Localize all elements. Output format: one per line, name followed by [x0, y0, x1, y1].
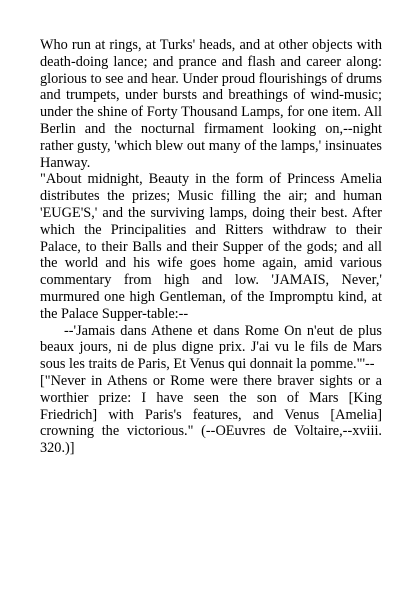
paragraph-tournament: Who run at rings, at Turks' heads, and at other objects with death-doing lance; and prance and flash and career along: glorious to see and hear. Under proud flourishings of drums and trumpets, under bursts and breathings of wind-music; under the shine of Forty Thousand Lamps, for one item. All Berlin and the nocturnal firmament looking on,--night rather gusty, 'which blew out many of the lamps,' insinuates Hanway.	[40, 37, 382, 171]
paragraph-french-verse: --'Jamais dans Athene et dans Rome On n'eut de plus beaux jours, ni de plus digne prix. J'ai vu le fils de Mars sous les traits de Paris, Et Venus qui donnait la pomme."'--	[40, 322, 382, 373]
paragraph-midnight: "About midnight, Beauty in the form of Princess Amelia distributes the prizes; Music filling the air; and human 'EUGE'S,' and the surviving lamps, doing their best. After which the Principalities and Ritters withdraw to their Palace, to their Balls and their Supper of the gods; and all the world and his wife goes home again, amid various commentary from high and low. 'JAMAIS, Never,' murmured one high Gentleman, of the Impromptu kind, at the Palace Supper-table:--	[40, 171, 382, 322]
paragraph-translation: ["Never in Athens or Rome were there braver sights or a worthier prize: I have seen the son of Mars [King Friedrich] with Paris's features, and Venus [Amelia] crowning the victorious." (--OEuvres de Voltaire,--xviii. 320.)]	[40, 372, 382, 457]
document-page	[40, 37, 382, 457]
